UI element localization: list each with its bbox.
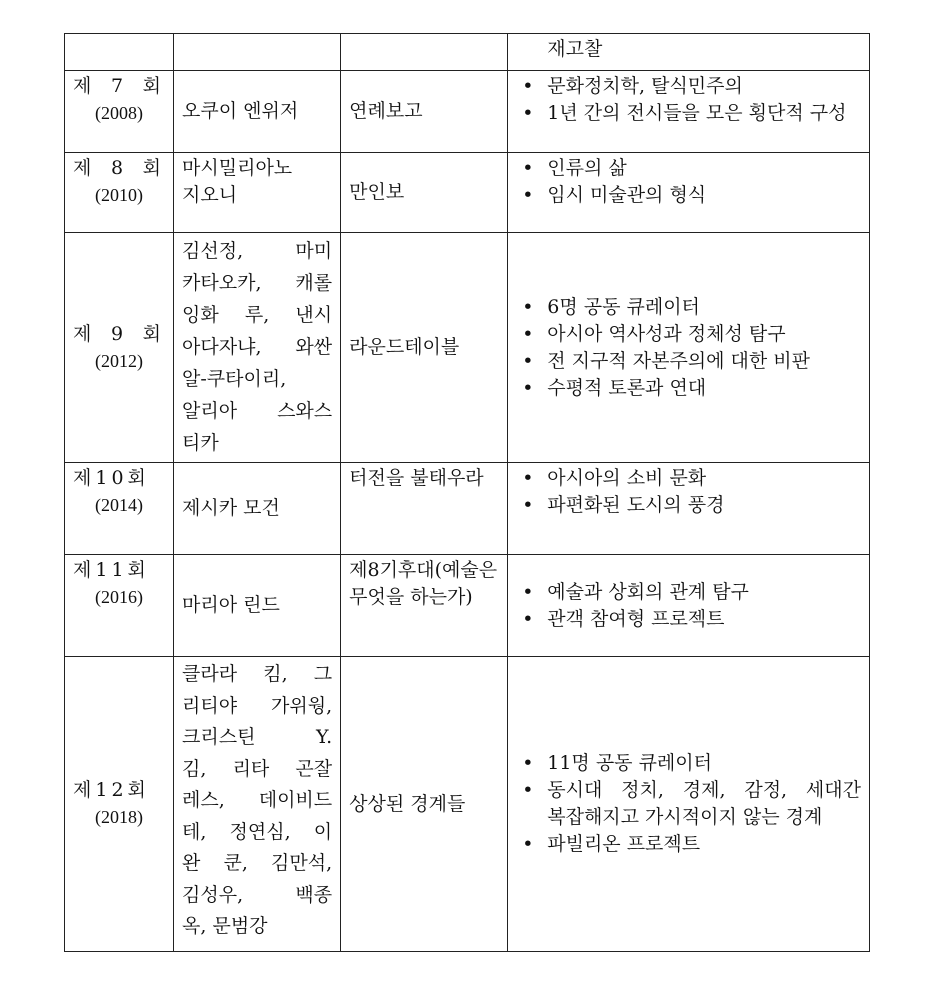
note-item: • 관객 참여형 프로젝트 bbox=[516, 606, 861, 633]
note-item: • 인류의 삶 bbox=[516, 155, 861, 182]
curator-line: 김성우, 백종 bbox=[182, 883, 333, 906]
curator-line: 티카 bbox=[182, 432, 219, 454]
curator-line: 잉화 루, 낸시 bbox=[182, 304, 333, 326]
note-item: • 예술과 상회의 관계 탐구 bbox=[516, 579, 861, 606]
header-cell-edition bbox=[65, 34, 174, 71]
curator-cell bbox=[174, 657, 341, 952]
header-cell-title bbox=[341, 34, 508, 71]
curator-cell bbox=[174, 463, 341, 555]
curator-cell bbox=[174, 71, 341, 153]
table-row bbox=[65, 71, 870, 153]
curator-line: 알리아 스와스 bbox=[182, 400, 333, 422]
curator-line: 김, 리타 곤잘 bbox=[182, 757, 333, 780]
curator-line: 알-쿠타이리, bbox=[182, 368, 287, 390]
curator-line: 리티야 가위웡, bbox=[182, 694, 333, 717]
edition-year: (2012) bbox=[95, 350, 144, 371]
curator-line: 완 쿤, 김만석, bbox=[182, 852, 333, 874]
edition-year: (2010) bbox=[95, 185, 144, 205]
notes-cell bbox=[508, 657, 870, 952]
edition-label: 제 7 회 bbox=[73, 75, 166, 97]
table-row bbox=[65, 233, 870, 463]
note-item: • 6명 공동 큐레이터 bbox=[516, 294, 861, 321]
edition-label: 제12회 bbox=[73, 779, 150, 801]
notes-cell bbox=[508, 555, 870, 657]
note-item: • 수평적 토론과 연대 bbox=[516, 375, 861, 402]
table-header-row bbox=[65, 34, 870, 71]
edition-label: 제 9 회 bbox=[73, 322, 166, 345]
notes-list bbox=[516, 294, 861, 402]
biennale-table bbox=[64, 33, 870, 952]
note-item: • 임시 미술관의 형식 bbox=[516, 182, 861, 209]
title-cell: 만인보 bbox=[341, 153, 508, 233]
curator-line: 클라라 킴, 그 bbox=[182, 663, 333, 685]
notes-list bbox=[516, 465, 861, 519]
curator-line: 김선정, 마미 bbox=[182, 240, 333, 262]
note-item: • 전 지구적 자본주의에 대한 비판 bbox=[516, 348, 861, 375]
note-item: • 파빌리온 프로젝트 bbox=[516, 831, 861, 858]
notes-list bbox=[516, 73, 861, 127]
edition-cell bbox=[65, 233, 174, 463]
curator-line: 오쿠이 엔위저 bbox=[182, 100, 299, 122]
curator-line: 크리스틴 Y. bbox=[182, 726, 333, 748]
curator-cell bbox=[174, 233, 341, 463]
curator-line: 옥, 문범강 bbox=[182, 915, 268, 937]
edition-cell bbox=[65, 71, 174, 153]
edition-year: (2008) bbox=[95, 103, 144, 123]
title-cell: 제8기후대(예술은 무엇을 하는가) bbox=[341, 555, 508, 657]
notes-cell bbox=[508, 233, 870, 463]
edition-cell bbox=[65, 153, 174, 233]
notes-list bbox=[516, 155, 861, 209]
edition-cell bbox=[65, 657, 174, 952]
curator-line: 레스, 데이비드 bbox=[182, 789, 333, 811]
note-item: • 아시아 역사성과 정체성 탐구 bbox=[516, 321, 861, 348]
curator-line: 카타오카, 캐롤 bbox=[182, 272, 333, 294]
header-cell-notes bbox=[508, 34, 870, 71]
note-item: • 11명 공동 큐레이터 bbox=[516, 750, 861, 777]
header-note-label: 재고찰 bbox=[547, 38, 603, 60]
edition-label: 제10회 bbox=[73, 467, 150, 489]
curator-line: 마시밀리아노 bbox=[182, 157, 293, 179]
note-item: • 아시아의 소비 문화 bbox=[516, 465, 861, 492]
curator-cell bbox=[174, 555, 341, 657]
note-item: • 파편화된 도시의 풍경 bbox=[516, 492, 861, 519]
title-cell: 상상된 경계들 bbox=[341, 657, 508, 952]
edition-label: 제 8 회 bbox=[73, 157, 166, 179]
curator-line: 제시카 모건 bbox=[182, 497, 280, 519]
edition-cell bbox=[65, 555, 174, 657]
title-cell: 연례보고 bbox=[341, 71, 508, 153]
header-cell-curator bbox=[174, 34, 341, 71]
notes-cell bbox=[508, 463, 870, 555]
notes-list bbox=[516, 579, 861, 633]
title-cell: 터전을 불태우라 bbox=[341, 463, 508, 555]
edition-cell bbox=[65, 463, 174, 555]
curator-cell bbox=[174, 153, 341, 233]
curator-line: 아다자냐, 와싼 bbox=[182, 336, 333, 358]
note-item: • 1년 간의 전시들을 모은 횡단적 구성 bbox=[516, 100, 861, 127]
note-item: • 동시대 정치, 경제, 감정, 세대간 복잡해지고 가시적이지 않는 경계 bbox=[516, 777, 861, 831]
notes-list bbox=[516, 750, 861, 858]
table-row bbox=[65, 463, 870, 555]
notes-cell bbox=[508, 71, 870, 153]
title-cell: 라운드테이블 bbox=[341, 233, 508, 463]
curator-line: 테, 정연심, 이 bbox=[182, 820, 333, 843]
table-row bbox=[65, 555, 870, 657]
edition-year: (2018) bbox=[95, 807, 144, 827]
table-row bbox=[65, 657, 870, 952]
edition-label: 제11회 bbox=[73, 559, 150, 581]
edition-year: (2014) bbox=[95, 495, 144, 515]
curator-line: 지오니 bbox=[182, 184, 238, 206]
edition-year: (2016) bbox=[95, 587, 144, 607]
notes-cell bbox=[508, 153, 870, 233]
curator-line: 마리아 린드 bbox=[182, 594, 280, 616]
table-row bbox=[65, 153, 870, 233]
note-item: • 문화정치학, 탈식민주의 bbox=[516, 73, 861, 100]
